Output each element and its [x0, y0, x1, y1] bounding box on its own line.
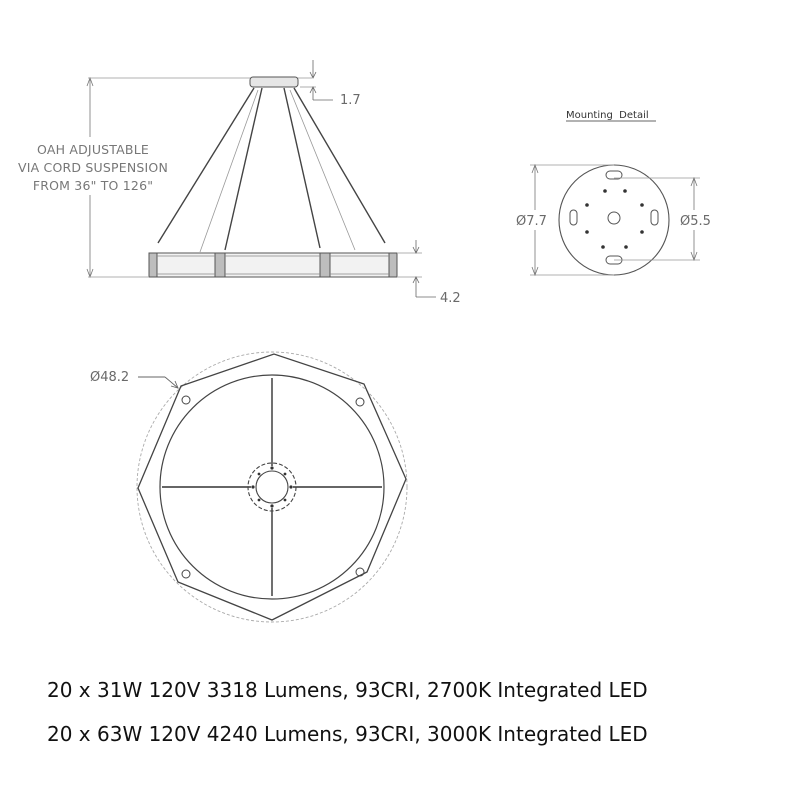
mounting-outer-diameter-label: Ø7.7 [516, 214, 547, 229]
height-note-line-3: FROM 36" TO 126" [32, 178, 154, 193]
canopy-height-label: 1.7 [340, 93, 361, 108]
spec-line-1: 20 x 31W 120V 3318 Lumens, 93CRI, 2700K Integrated LED [47, 678, 648, 702]
mounting-slots [570, 171, 658, 264]
ring-body-side [149, 253, 397, 277]
canopy [250, 77, 298, 87]
height-note-line-2: VIA CORD SUSPENSION [17, 160, 169, 175]
hub-outer [248, 463, 296, 511]
height-note-line-1: OAH ADJUSTABLE [37, 142, 149, 157]
spec-line-2: 20 x 63W 120V 4240 Lumens, 93CRI, 3000K Integrated LED [47, 722, 648, 746]
mounting-detail [530, 110, 700, 275]
spokes [162, 378, 382, 596]
mounting-center-hole [608, 212, 620, 224]
suspension-cables [158, 88, 385, 252]
top-plan-view [137, 352, 407, 622]
mounting-inner-diameter-label: Ø5.5 [680, 214, 711, 229]
hub-inner [256, 471, 288, 503]
mounting-plate-outer [559, 165, 669, 275]
top-diameter-label: Ø48.2 [90, 370, 130, 385]
mounting-detail-title: Mounting Detail [566, 110, 649, 121]
mounting-screws [585, 189, 644, 249]
hub-bolts [251, 466, 292, 507]
ring-height-label: 4.2 [440, 291, 461, 306]
